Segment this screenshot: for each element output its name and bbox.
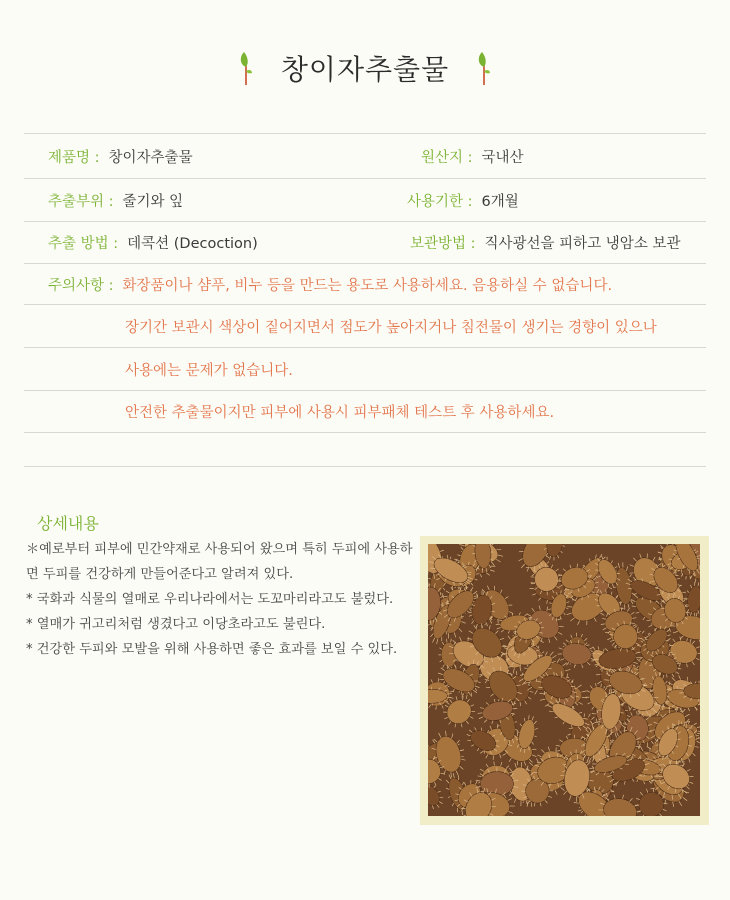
caution-row [24, 304, 706, 347]
method-value: 데콕션 (Decoction) [127, 236, 258, 252]
extract-part-value: 줄기와 잎 [122, 193, 184, 210]
info-row [24, 178, 706, 221]
origin-value: 국내산 [481, 149, 524, 166]
storage-value: 직사광선을 피하고 냉암소 보관 [484, 236, 681, 252]
detail-line: * 국화과 식물의 열매로 우리나라에서는 도꼬마리라고도 불렀다. [26, 592, 394, 607]
detail-title: 상세내용 [37, 514, 99, 533]
caution-text: 화장품이나 샴푸, 비누 등을 만드는 용도로 사용하세요. 음용하실 수 없습니다. [122, 277, 613, 294]
product-name-value: 창이자추출물 [108, 149, 193, 166]
sprout-icon [239, 51, 253, 85]
caution-text: 장기간 보관시 색상이 짙어지면서 점도가 높아지거나 침전물이 생기는 경향이 있으나 [125, 319, 657, 336]
sprout-icon [477, 51, 491, 85]
product-photo-frame [420, 536, 709, 825]
caution-row [24, 263, 706, 304]
page-title: 창이자추출물 [280, 53, 450, 86]
caution-row [24, 390, 706, 433]
detail-line: 면 두피를 건강하게 만들어준다고 알려져 있다. [26, 567, 294, 582]
origin-label: 원산지 : [421, 149, 473, 166]
cocklebur-image [428, 544, 700, 816]
method-label: 추출 방법 : [48, 236, 119, 252]
caution-label: 주의사항 : [48, 277, 114, 294]
product-name-label: 제품명 : [48, 149, 100, 166]
page-header [0, 46, 730, 90]
caution-text: 사용에는 문제가 없습니다. [125, 362, 293, 379]
detail-line: * 건강한 두피와 모발을 위해 사용하면 좋은 효과를 보일 수 있다. [26, 642, 398, 657]
detail-list [26, 537, 424, 662]
product-photo [428, 544, 700, 816]
section-divider [24, 466, 706, 467]
caution-row [24, 347, 706, 390]
detail-line: ＊예로부터 피부에 민간약재로 사용되어 왔으며 특히 두피에 사용하 [26, 542, 413, 557]
extract-part-label: 추출부위 : [48, 193, 114, 210]
caution-text: 안전한 추출물이지만 피부에 사용시 피부패체 테스트 후 사용하세요. [125, 405, 555, 421]
info-row [24, 221, 706, 263]
expiry-value: 6개월 [481, 193, 519, 210]
product-info-table [24, 133, 706, 433]
storage-label: 보관방법 : [410, 236, 476, 252]
expiry-label: 사용기한 : [407, 193, 473, 210]
info-row [24, 133, 706, 178]
detail-line: * 열매가 귀고리처럼 생겼다고 이당초라고도 불린다. [26, 617, 326, 632]
